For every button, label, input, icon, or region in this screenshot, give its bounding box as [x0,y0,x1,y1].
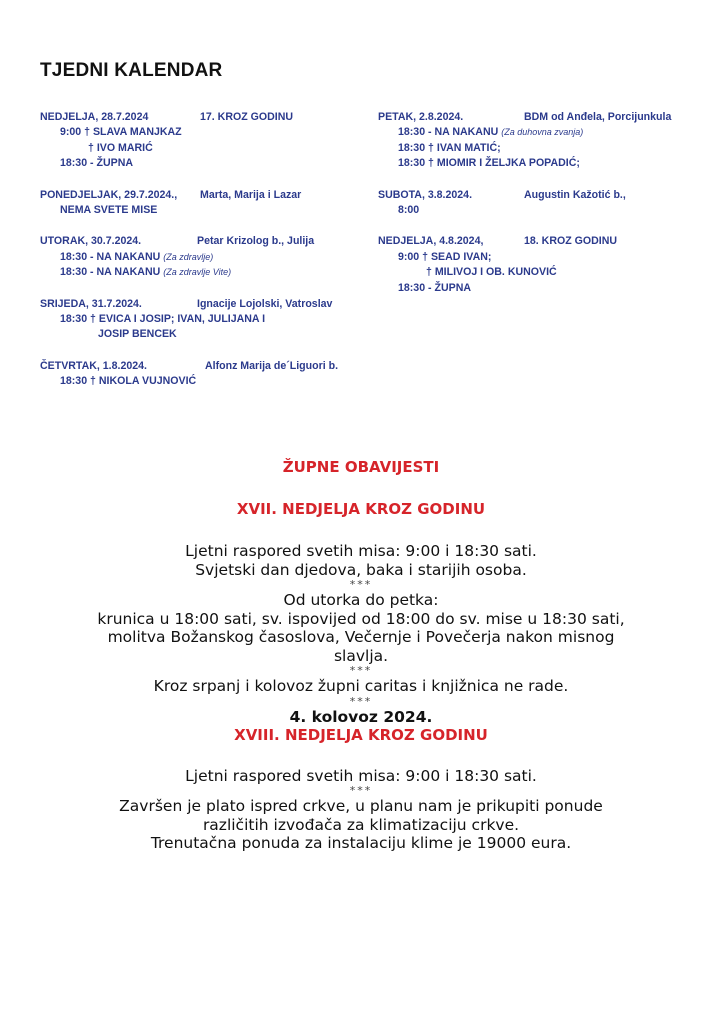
calendar-day [40,297,360,343]
calendar-day [40,110,360,172]
day-header [378,188,698,203]
sunday-18-date: 4. kolovoz 2024. [289,707,433,726]
mass-entry [40,156,360,171]
notice-line: Od utorka do petka: [283,591,439,609]
intention-note: (Za zdravlje Vite) [163,267,232,278]
day-feast: Augustin Kažotić b., [524,188,626,201]
separator-stars: *** [349,578,373,591]
day-feast: Marta, Marija i Lazar [200,188,302,201]
mass-entry [40,125,360,140]
mass-text: 18:30 † MIOMIR I ŽELJKA POPADIĆ; [398,157,580,170]
notice-line: slavlja. [333,646,389,665]
notices-heading: ŽUPNE OBAVIJESTI [282,458,440,476]
calendar-left-column [40,110,360,406]
separator-stars: *** [349,694,373,708]
day-header [40,188,360,203]
intention-note: (Za zdravlje) [163,251,214,262]
calendar-day [40,359,360,390]
notice-line: Trenutačna ponuda za instalaciju klime je 19000 eura. [150,834,572,852]
mass-text: 9:00 † SLAVA MANJKAZ [60,126,182,139]
day-date: SRIJEDA, 31.7.2024. [40,297,142,310]
day-feast: Ignacije Lojolski, Vatroslav [197,297,333,310]
mass-entry [40,312,360,327]
sunday-17-title: XVII. NEDJELJA KROZ GODINU [236,499,486,518]
day-header [378,234,698,249]
day-date: PETAK, 2.8.2024. [378,111,464,123]
notice-line: Svjetski dan djedova, baka i starijih osoba. [195,560,527,579]
calendar-right-column [378,110,698,312]
notice-line: krunica u 18:00 sati, sv. ispovijed od 18:00 do sv. mise u 18:30 sati, [97,609,625,628]
mass-text: 8:00 [398,204,420,216]
mass-entry [378,125,698,140]
day-feast: 18. KROZ GODINU [524,235,618,248]
calendar-day [378,110,698,172]
notice-line: Ljetni raspored svetih misa: 9:00 i 18:30 sati. [185,766,537,785]
day-feast: BDM od Anđela, Porcijunkula [524,111,672,123]
day-date: ČETVRTAK, 1.8.2024. [40,359,147,372]
day-header [40,110,360,125]
mass-text: NEMA SVETE MISE [60,204,158,216]
day-feast: 17. KROZ GODINU [200,111,294,123]
notice-line: molitva Božanskog časoslova, Večernje i Povečerja nakon misnog [107,628,615,646]
mass-text: 18:30 - NA NAKANU [60,250,161,263]
day-date: NEDJELJA, 4.8.2024, [378,235,484,248]
mass-entry [378,250,698,265]
mass-text: † IVO MARIĆ [88,141,153,154]
day-feast: Petar Krizolog b., Julija [197,235,315,248]
mass-entry [378,203,698,218]
notice-line: Ljetni raspored svetih misa: 9:00 i 18:30 sati. [185,542,537,560]
mass-entry [40,250,360,265]
day-header [378,110,698,125]
day-header [40,359,360,374]
intention-note: (Za duhovna zvanja) [501,127,584,138]
mass-entry [40,374,360,389]
day-feast: Alfonz Marija de´Liguori b. [205,359,339,372]
mass-entry [40,141,360,156]
mass-entry [40,203,360,218]
calendar-day [378,234,698,296]
page-title: TJEDNI KALENDAR [40,60,223,81]
calendar-day [378,188,698,219]
separator-stars: *** [349,784,373,797]
notice-line: Kroz srpanj i kolovoz župni caritas i knjižnica ne rade. [153,677,569,695]
day-header [40,234,360,249]
sunday-18-title: XVIII. NEDJELJA KROZ GODINU [234,726,488,744]
mass-text: JOSIP BENCEK [98,328,177,341]
mass-entry [378,265,698,280]
mass-entry [378,156,698,171]
mass-text: 18:30 † NIKOLA VUJNOVIĆ [60,375,197,388]
calendar-day [40,188,360,219]
parish-notices [30,458,692,853]
day-date: UTORAK, 30.7.2024. [40,235,142,248]
mass-entry [378,141,698,156]
mass-entry [40,265,360,280]
mass-text: 18:30 - NA NAKANU [60,266,161,279]
day-date: SUBOTA, 3.8.2024. [378,188,473,201]
mass-text: † MILIVOJ I OB. KUNOVIĆ [426,266,557,279]
mass-text: 18:30 † EVICA I JOSIP; IVAN, JULIJANA I [60,313,266,325]
day-date: PONEDJELJAK, 29.7.2024., [40,188,178,201]
mass-text: 18:30 - NA NAKANU [398,126,499,139]
mass-text: 18:30 - ŽUPNA [60,157,133,170]
calendar-day [40,234,360,280]
mass-entry [40,327,360,342]
day-date: NEDJELJA, 28.7.2024 [40,111,149,123]
day-header [40,297,360,312]
separator-stars: *** [349,664,373,677]
notice-line: različitih izvođača za klimatizaciju crkve. [202,815,520,834]
mass-text: 18:30 - ŽUPNA [398,281,471,294]
notice-line: Završen je plato ispred crkve, u planu nam je prikupiti ponude [119,797,603,815]
mass-text: 18:30 † IVAN MATIĆ; [398,141,501,154]
mass-entry [378,281,698,296]
mass-text: 9:00 † SEAD IVAN; [398,250,492,263]
